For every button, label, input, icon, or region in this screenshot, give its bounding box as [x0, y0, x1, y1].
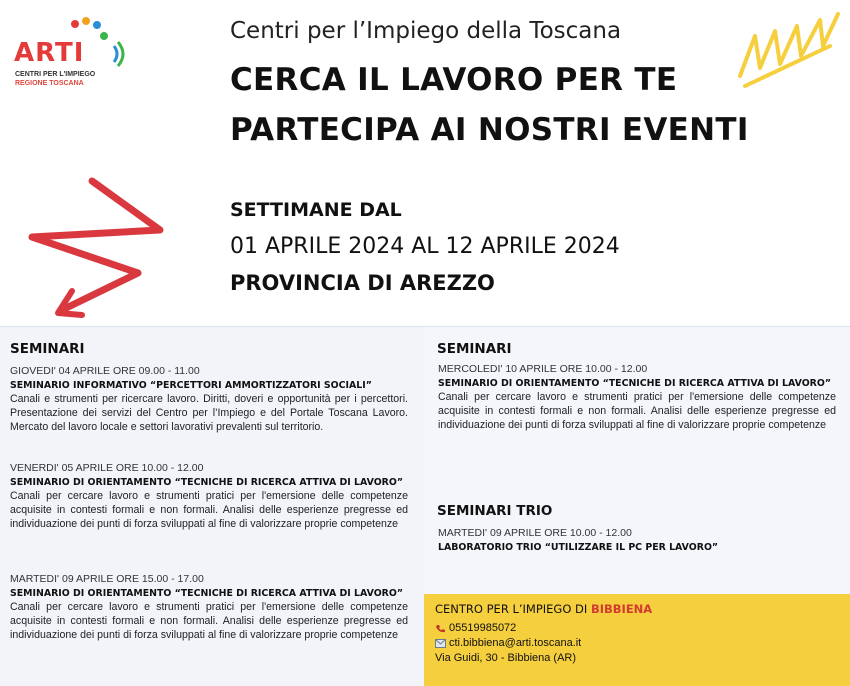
- page-subtitle: Centri per l’Impiego della Toscana: [230, 18, 622, 44]
- contact-phone[interactable]: 05519985072: [449, 622, 517, 634]
- logo-line-1: CENTRI PER L'IMPIEGO: [15, 71, 96, 78]
- right-section-title: SEMINARI: [437, 341, 512, 357]
- event-when: MARTEDI' 09 APRILE ORE 10.00 - 12.00: [438, 527, 632, 539]
- phone-icon: [435, 624, 446, 633]
- event-desc: Canali e strumenti per ricercare lavoro. Diritti, doveri e opportunità per i percettori. Presentazione dei servizi del Centro per l’Impiego e del Portale Toscana Lavoro. Mercato del lavoro locale e settori lavorativi prevalenti sul territorio.: [10, 393, 408, 433]
- event-desc: Canali per cercare lavoro e strumenti pratici per l'emersione delle competenze acquisite in contesti formali e non formali. Analisi delle esperienze pregresse ed individuazione dei punti di forza sviluppati al fine di valorizzare proprie competenze: [438, 391, 836, 431]
- contact-email-row: [435, 637, 581, 649]
- event-card: [438, 526, 836, 554]
- event-desc: Canali per cercare lavoro e strumenti pratici per l'emersione delle competenze acquisite in contesti formali e non formali. Analisi delle esperienze pregresse ed individuazione dei punti di forza sviluppati al fine di valorizzare proprie competenze: [10, 601, 408, 641]
- red-arrow-icon: [20, 175, 180, 325]
- date-range: 01 APRILE 2024 AL 12 APRILE 2024: [230, 234, 620, 259]
- event-desc: Canali per cercare lavoro e strumenti pratici per l'emersione delle competenze acquisite in contesti formali e non formali. Analisi delle esperienze pregresse ed individuazione dei punti di forza sviluppati al fine di valorizzare proprie competenze: [10, 490, 408, 530]
- logo-line-2: REGIONE TOSCANA: [15, 80, 84, 87]
- left-section-title: SEMINARI: [10, 341, 85, 357]
- scribble-decoration: [735, 6, 845, 92]
- headline-1: CERCA IL LAVORO PER TE: [230, 62, 678, 98]
- contact-phone-row: [435, 622, 516, 634]
- event-title: SEMINARIO DI ORIENTAMENTO “TECNICHE DI RICERCA ATTIVA DI LAVORO”: [438, 378, 832, 389]
- contact-box: [424, 594, 850, 686]
- contact-city: BIBBIENA: [590, 602, 653, 616]
- event-card: [10, 572, 408, 642]
- weeks-label: SETTIMANE DAL: [230, 199, 402, 221]
- event-card: [438, 362, 836, 432]
- trio-section-title: SEMINARI TRIO: [437, 503, 553, 519]
- headline-2: PARTECIPA AI NOSTRI EVENTI: [230, 112, 749, 148]
- event-card: [10, 461, 408, 531]
- event-when: GIOVEDI' 04 APRILE ORE 09.00 - 11.00: [10, 365, 200, 377]
- event-when: MERCOLEDI' 10 APRILE ORE 10.00 - 12.00: [438, 363, 648, 375]
- contact-address: Via Guidi, 30 - Bibbiena (AR): [435, 652, 577, 664]
- event-card: [10, 364, 408, 434]
- event-when: VENERDI' 05 APRILE ORE 10.00 - 12.00: [10, 462, 204, 474]
- province-title: PROVINCIA DI AREZZO: [230, 271, 495, 295]
- event-title: SEMINARIO INFORMATIVO “PERCETTORI AMMORTIZZATORI SOCIALI”: [10, 380, 372, 391]
- event-title: SEMINARIO DI ORIENTAMENTO “TECNICHE DI RICERCA ATTIVA DI LAVORO”: [10, 477, 404, 488]
- contact-email[interactable]: cti.bibbiena@arti.toscana.it: [449, 637, 582, 649]
- contact-label: [435, 602, 652, 616]
- mail-icon: [435, 639, 446, 648]
- logo-brand: ARTI: [14, 38, 85, 68]
- panel-divider: [0, 326, 850, 327]
- event-title: LABORATORIO TRIO “UTILIZZARE IL PC PER LAVORO”: [438, 542, 719, 553]
- event-title: SEMINARIO DI ORIENTAMENTO “TECNICHE DI RICERCA ATTIVA DI LAVORO”: [10, 588, 404, 599]
- event-when: MARTEDI' 09 APRILE ORE 15.00 - 17.00: [10, 573, 204, 585]
- contact-label-text: CENTRO PER L’IMPIEGO DI: [435, 602, 588, 616]
